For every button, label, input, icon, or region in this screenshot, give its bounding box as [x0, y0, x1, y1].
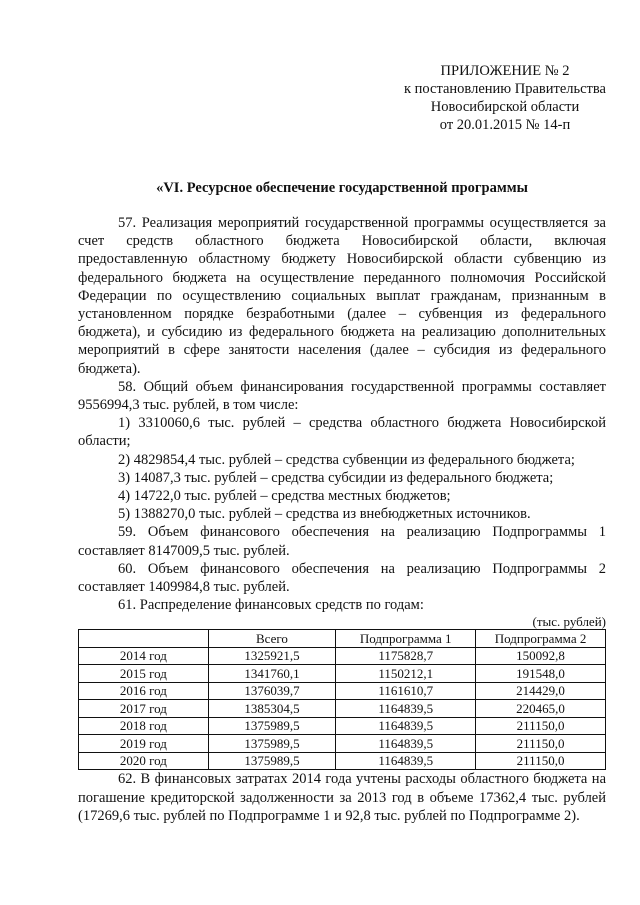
table-unit-label: (тыс. рублей)	[532, 614, 606, 630]
financing-table	[78, 629, 606, 770]
cell-subprogram-2: 214429,0	[476, 682, 606, 700]
cell-subprogram-2: 211150,0	[476, 735, 606, 753]
cell-subprogram-2: 220465,0	[476, 700, 606, 718]
cell-total: 1341760,1	[208, 665, 336, 683]
list-item-2: 2) 4829854,4 тыс. рублей – средства субвенции из федерального бюджета;	[118, 451, 575, 468]
cell-year: 2014 год	[79, 647, 209, 665]
paragraph-62: 62. В финансовых затратах 2014 года учтены расходы областного бюджета на погашение кредиторской задолженности за 2013 год в объеме 17362,4 тыс. рублей (17269,6 тыс. рублей по Подпрограмме 1 и 92,8 тыс. рублей по Подпрограмме 2).	[78, 771, 606, 824]
cell-year: 2019 год	[79, 735, 209, 753]
cell-total: 1375989,5	[208, 717, 336, 735]
header-cell-subprogram-1: Подпрограмма 1	[336, 630, 476, 648]
paragraph-61: 61. Распределение финансовых средств по годам:	[118, 597, 424, 614]
appendix-header	[380, 62, 630, 134]
cell-subprogram-1: 1161610,7	[336, 682, 476, 700]
cell-subprogram-2: 211150,0	[476, 717, 606, 735]
list-item-5: 5) 1388270,0 тыс. рублей – средства из внебюджетных источников.	[118, 506, 531, 523]
cell-year: 2018 год	[79, 717, 209, 735]
cell-total: 1385304,5	[208, 700, 336, 718]
cell-total: 1375989,5	[208, 752, 336, 770]
table-row	[79, 665, 606, 683]
paragraph-58: 58. Общий объем финансирования государственной программы составляет 9556994,3 тыс. рублей, в том числе:	[78, 378, 606, 414]
paragraph-60: 60. Объем финансового обеспечения на реализацию Подпрограммы 2 составляет 1409984,8 тыс. рублей.	[78, 560, 606, 596]
header-cell-subprogram-2: Подпрограмма 2	[476, 630, 606, 648]
cell-subprogram-1: 1164839,5	[336, 735, 476, 753]
cell-year: 2016 год	[79, 682, 209, 700]
cell-subprogram-2: 150092,8	[476, 647, 606, 665]
table-row	[79, 717, 606, 735]
cell-subprogram-2: 211150,0	[476, 752, 606, 770]
cell-subprogram-1: 1164839,5	[336, 752, 476, 770]
cell-subprogram-1: 1164839,5	[336, 717, 476, 735]
cell-total: 1325921,5	[208, 647, 336, 665]
document-body	[78, 214, 606, 825]
list-item-1: 1) 3310060,6 тыс. рублей – средства областного бюджета Новосибирской области;	[78, 415, 606, 450]
list-item-4: 4) 14722,0 тыс. рублей – средства местных бюджетов;	[118, 488, 451, 505]
header-cell-total: Всего	[208, 630, 336, 648]
paragraph-59: 59. Объем финансового обеспечения на реализацию Подпрограммы 1 составляет 8147009,5 тыс. рублей.	[78, 524, 606, 559]
cell-total: 1375989,5	[208, 735, 336, 753]
cell-total: 1376039,7	[208, 682, 336, 700]
paragraph-57: 57. Реализация мероприятий государственной программы осуществляется за счет средств областного бюджета Новосибирской области, включая предоставленную областному бюджету Новосибирской области субвенцию из федерального бюджета на осуществление переданного полномочия Российской Федерации по осуществлению социальных выплат гражданам, признанным в установленном порядке безработными (далее – субвенция из федерального бюджета), и субсидию из федерального бюджета на реализацию дополнительных мероприятий в сфере занятости населения (далее – субсидия из федерального бюджета).	[78, 215, 606, 377]
list-item-3: 3) 14087,3 тыс. рублей – средства субсидии из федерального бюджета;	[118, 469, 554, 486]
appendix-region: Новосибирской области	[430, 99, 580, 115]
table-row	[79, 700, 606, 718]
cell-subprogram-1: 1175828,7	[336, 647, 476, 665]
cell-year: 2015 год	[79, 665, 209, 683]
cell-year: 2020 год	[79, 752, 209, 770]
table-row	[79, 752, 606, 770]
appendix-date: от 20.01.2015 № 14-п	[439, 117, 571, 133]
table-row	[79, 647, 606, 665]
table-header-row	[79, 630, 606, 648]
header-cell-year	[79, 630, 209, 648]
section-title: «VI. Ресурсное обеспечение государственной программы	[156, 180, 528, 196]
appendix-number: ПРИЛОЖЕНИЕ № 2	[440, 63, 570, 79]
cell-subprogram-1: 1164839,5	[336, 700, 476, 718]
cell-subprogram-2: 191548,0	[476, 665, 606, 683]
table-row	[79, 735, 606, 753]
cell-year: 2017 год	[79, 700, 209, 718]
cell-subprogram-1: 1150212,1	[336, 665, 476, 683]
table-row	[79, 682, 606, 700]
appendix-resolution: к постановлению Правительства	[404, 81, 606, 97]
